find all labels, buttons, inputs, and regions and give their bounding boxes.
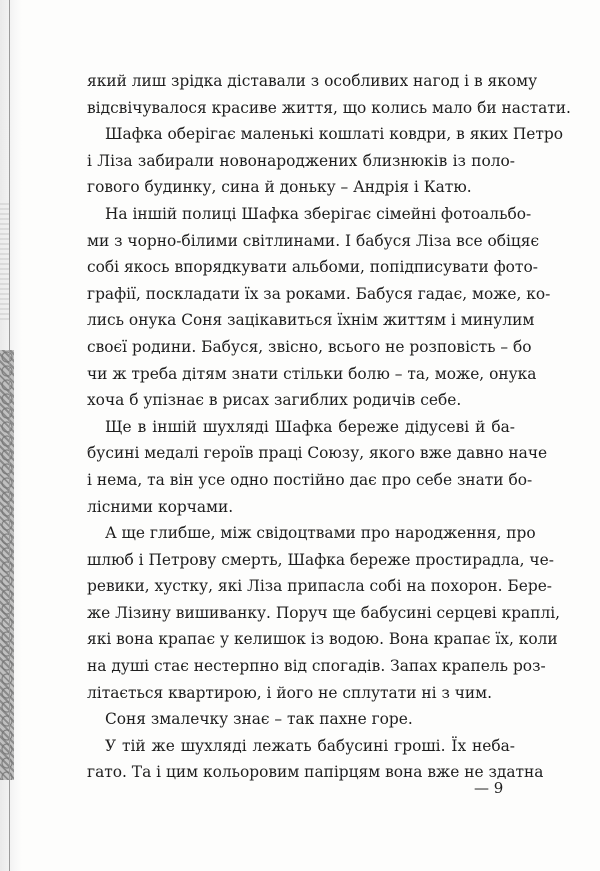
text-line: і нема, та він усе одно постійно дає про себе знати бо- xyxy=(87,470,533,489)
text-line: Ще в іншій шухляді Шафка береже дідусеві й ба- xyxy=(105,417,515,436)
text-line: своєї родини. Бабуся, звісно, всього не розповість – бо xyxy=(87,337,532,356)
page-number: — 9 xyxy=(474,779,504,797)
text-line: гового будинку, сина й доньку – Андрія і Катю. xyxy=(87,178,472,197)
text-line: ми з чорно-білими світлинами. І бабуся Ліза все обіцяє xyxy=(87,231,540,250)
facing-page-edge-pattern xyxy=(0,350,14,780)
text-line: на душі стає нестерпно від спогадів. Запах крапель роз- xyxy=(87,657,546,676)
text-line: і Ліза забирали новонароджених близнюків із поло- xyxy=(87,151,515,170)
text-line: же Лізину вишиванку. Поруч ще бабусині серцеві краплі, xyxy=(87,603,561,622)
text-line: шлюб і Петрову смерть, Шафка береже простирадла, че- xyxy=(87,550,554,569)
text-line: чи ж треба дітям знати стільки болю – та, може, онука xyxy=(87,364,537,383)
text-line: А ще глибше, між свідоцтвами про народження, про xyxy=(105,524,536,543)
text-line: який лиш зрідка діставали з особливих нагод і в якому xyxy=(87,72,538,90)
text-line: які вона крапає у келишок із водою. Вона крапає їх, коли xyxy=(87,630,558,649)
page-fold-line xyxy=(9,0,10,871)
body-text xyxy=(87,68,571,786)
text-line: відсвічувалося красиве життя, що колись мало би настати. xyxy=(87,98,571,117)
text-line: ревики, хустку, які Ліза припасла собі на похорон. Бере- xyxy=(87,577,553,596)
text-line: Соня змалечку знає – так пахне горе. xyxy=(105,710,413,729)
text-line: бусині медалі героїв праці Союзу, якого вже давно наче xyxy=(87,444,548,463)
text-line: гато. Та і цим кольоровим папірцям вона вже не здатна xyxy=(87,763,544,782)
text-line: літається квартирою, і його не сплутати ні з чим. xyxy=(87,683,493,702)
text-line: собі якось впорядкувати альбоми, попідписувати фото- xyxy=(87,258,538,277)
text-line: У тій же шухляді лежать бабусині гроші. Їх неба- xyxy=(105,736,515,755)
text-line: лись онука Соня зацікавиться їхнім життям і минулим xyxy=(87,311,535,330)
text-line: На іншій полиці Шафка зберігає сімейні фотоальбо- xyxy=(105,204,532,223)
text-line: графії, поскладати їх за роками. Бабуся гадає, може, ко- xyxy=(87,284,551,303)
text-line: лісними корчами. xyxy=(87,497,234,516)
text-line: Шафка оберігає маленькі кошлаті ковдри, в яких Петро xyxy=(105,125,564,144)
text-line: хоча б упізнає в рисах загиблих родичів себе. xyxy=(87,391,462,410)
